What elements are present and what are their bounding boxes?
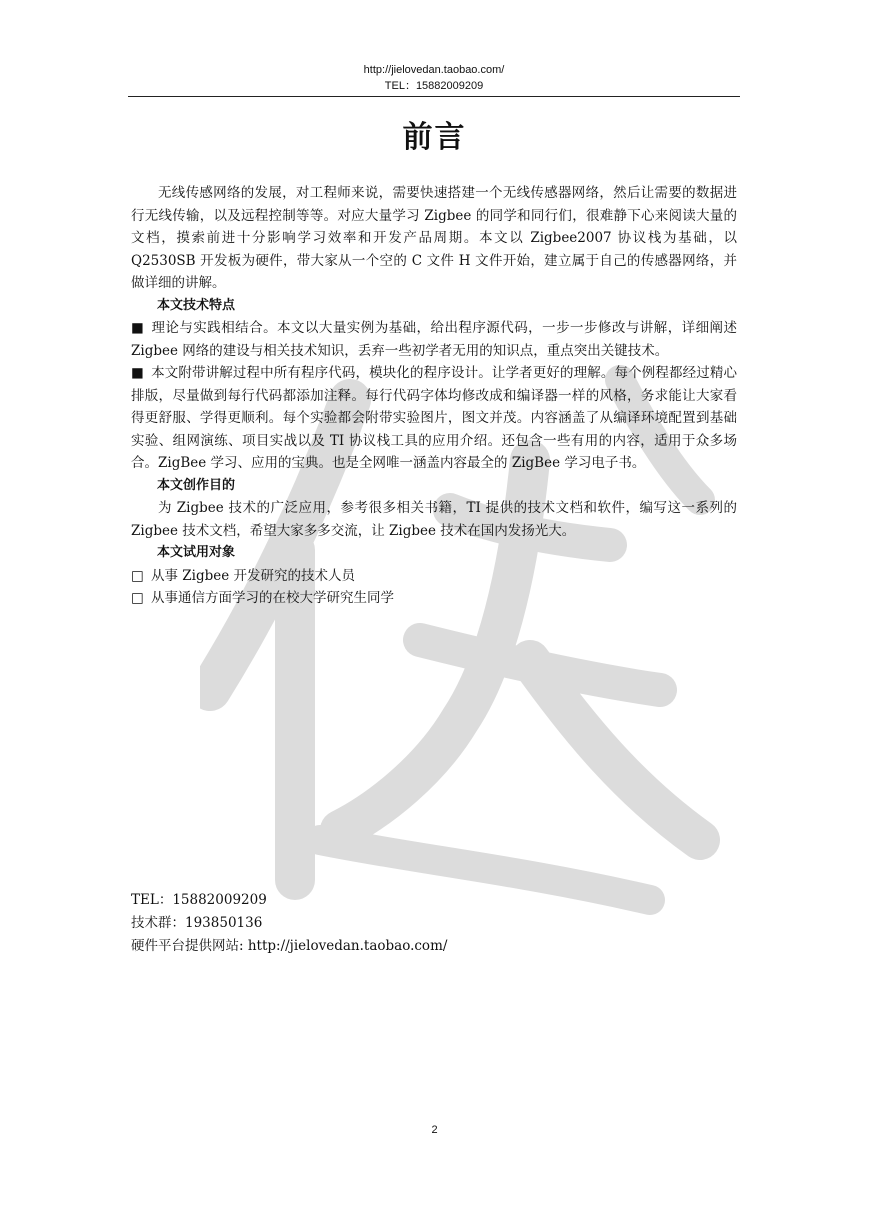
empty-square-bullet-icon: □: [131, 590, 144, 606]
contact-tel: TEL：15882009209: [131, 892, 267, 908]
audience-item: [131, 587, 737, 610]
contact-site[interactable]: 硬件平台提供网站: http://jielovedan.taobao.com/: [131, 938, 448, 954]
feature-item: [131, 317, 737, 362]
empty-square-bullet-icon: □: [131, 567, 144, 584]
audience-item: [131, 565, 737, 588]
header-divider: [128, 96, 740, 97]
intro-paragraph: 无线传感网络的发展，对工程师来说，需要快速搭建一个无线传感器网络，然后让需要的数据进行无线传输，以及远程控制等等。对应大量学习 Zigbee 的同学和同行们，很难静下心来阅读大量的文档，摸索前进十分影响学习效率和开发产品周期。本文以 Zigbee2007 协议栈为基础，以 Q2530SB 开发板为硬件，带大家从一个空的 C 文件 H 文件开始，建立属于自己的传感器网络，并做详细的讲解。: [131, 185, 737, 291]
purpose-heading: 本文创作目的: [157, 477, 236, 493]
audience-heading: 本文试用对象: [157, 545, 236, 560]
filled-square-bullet-icon: ■: [131, 365, 144, 381]
contact-info: [131, 889, 447, 958]
page-number: 2: [431, 1124, 438, 1136]
feature-item-text: 本文附带讲解过程中所有程序代码，模块化的程序设计。让学者更好的理解。每个例程都经过精心排版，尽量做到每行代码都添加注释。每行代码字体均修改成和编译器一样的风格，务求能让大家看得更舒服、学得更顺利。每个实验都会附带实验图片，图文并茂。内容涵盖了从编译环境配置到基础实验、组网演练、项目实战以及 TI 协议栈工具的应用介绍。还包含一些有用的内容，适用于众多场合。ZigBee 学习、应用的宝典。也是全网唯一涵盖内容最全的 ZigBee 学习电子书。: [131, 365, 737, 471]
document-body: [131, 182, 737, 610]
contact-group: 技术群：193850136: [131, 915, 263, 931]
purpose-paragraph: 为 Zigbee 技术的广泛应用，参考很多相关书籍，TI 提供的技术文档和软件，编写这一系列的 Zigbee 技术文档，希望大家多多交流，让 Zigbee 技术在国内发扬光大。: [131, 500, 737, 539]
audience-item-text: 从事通信方面学习的在校大学研究生同学: [151, 590, 394, 606]
audience-item-text: 从事 Zigbee 开发研究的技术人员: [151, 567, 356, 584]
feature-item-text: 理论与实践相结合。本文以大量实例为基础，给出程序源代码，一步一步修改与讲解，详细阐述 Zigbee 网络的建设与相关技术知识，丢弃一些初学者无用的知识点，重点突出关键技术。: [131, 320, 737, 359]
feature-item: [131, 362, 737, 475]
page-title: 前言: [402, 120, 467, 155]
features-heading: 本文技术特点: [157, 297, 236, 313]
page-header: [128, 62, 740, 94]
header-url[interactable]: http://jielovedan.taobao.com/: [363, 64, 505, 76]
filled-square-bullet-icon: ■: [131, 320, 144, 336]
header-tel: TEL：15882009209: [384, 80, 484, 92]
